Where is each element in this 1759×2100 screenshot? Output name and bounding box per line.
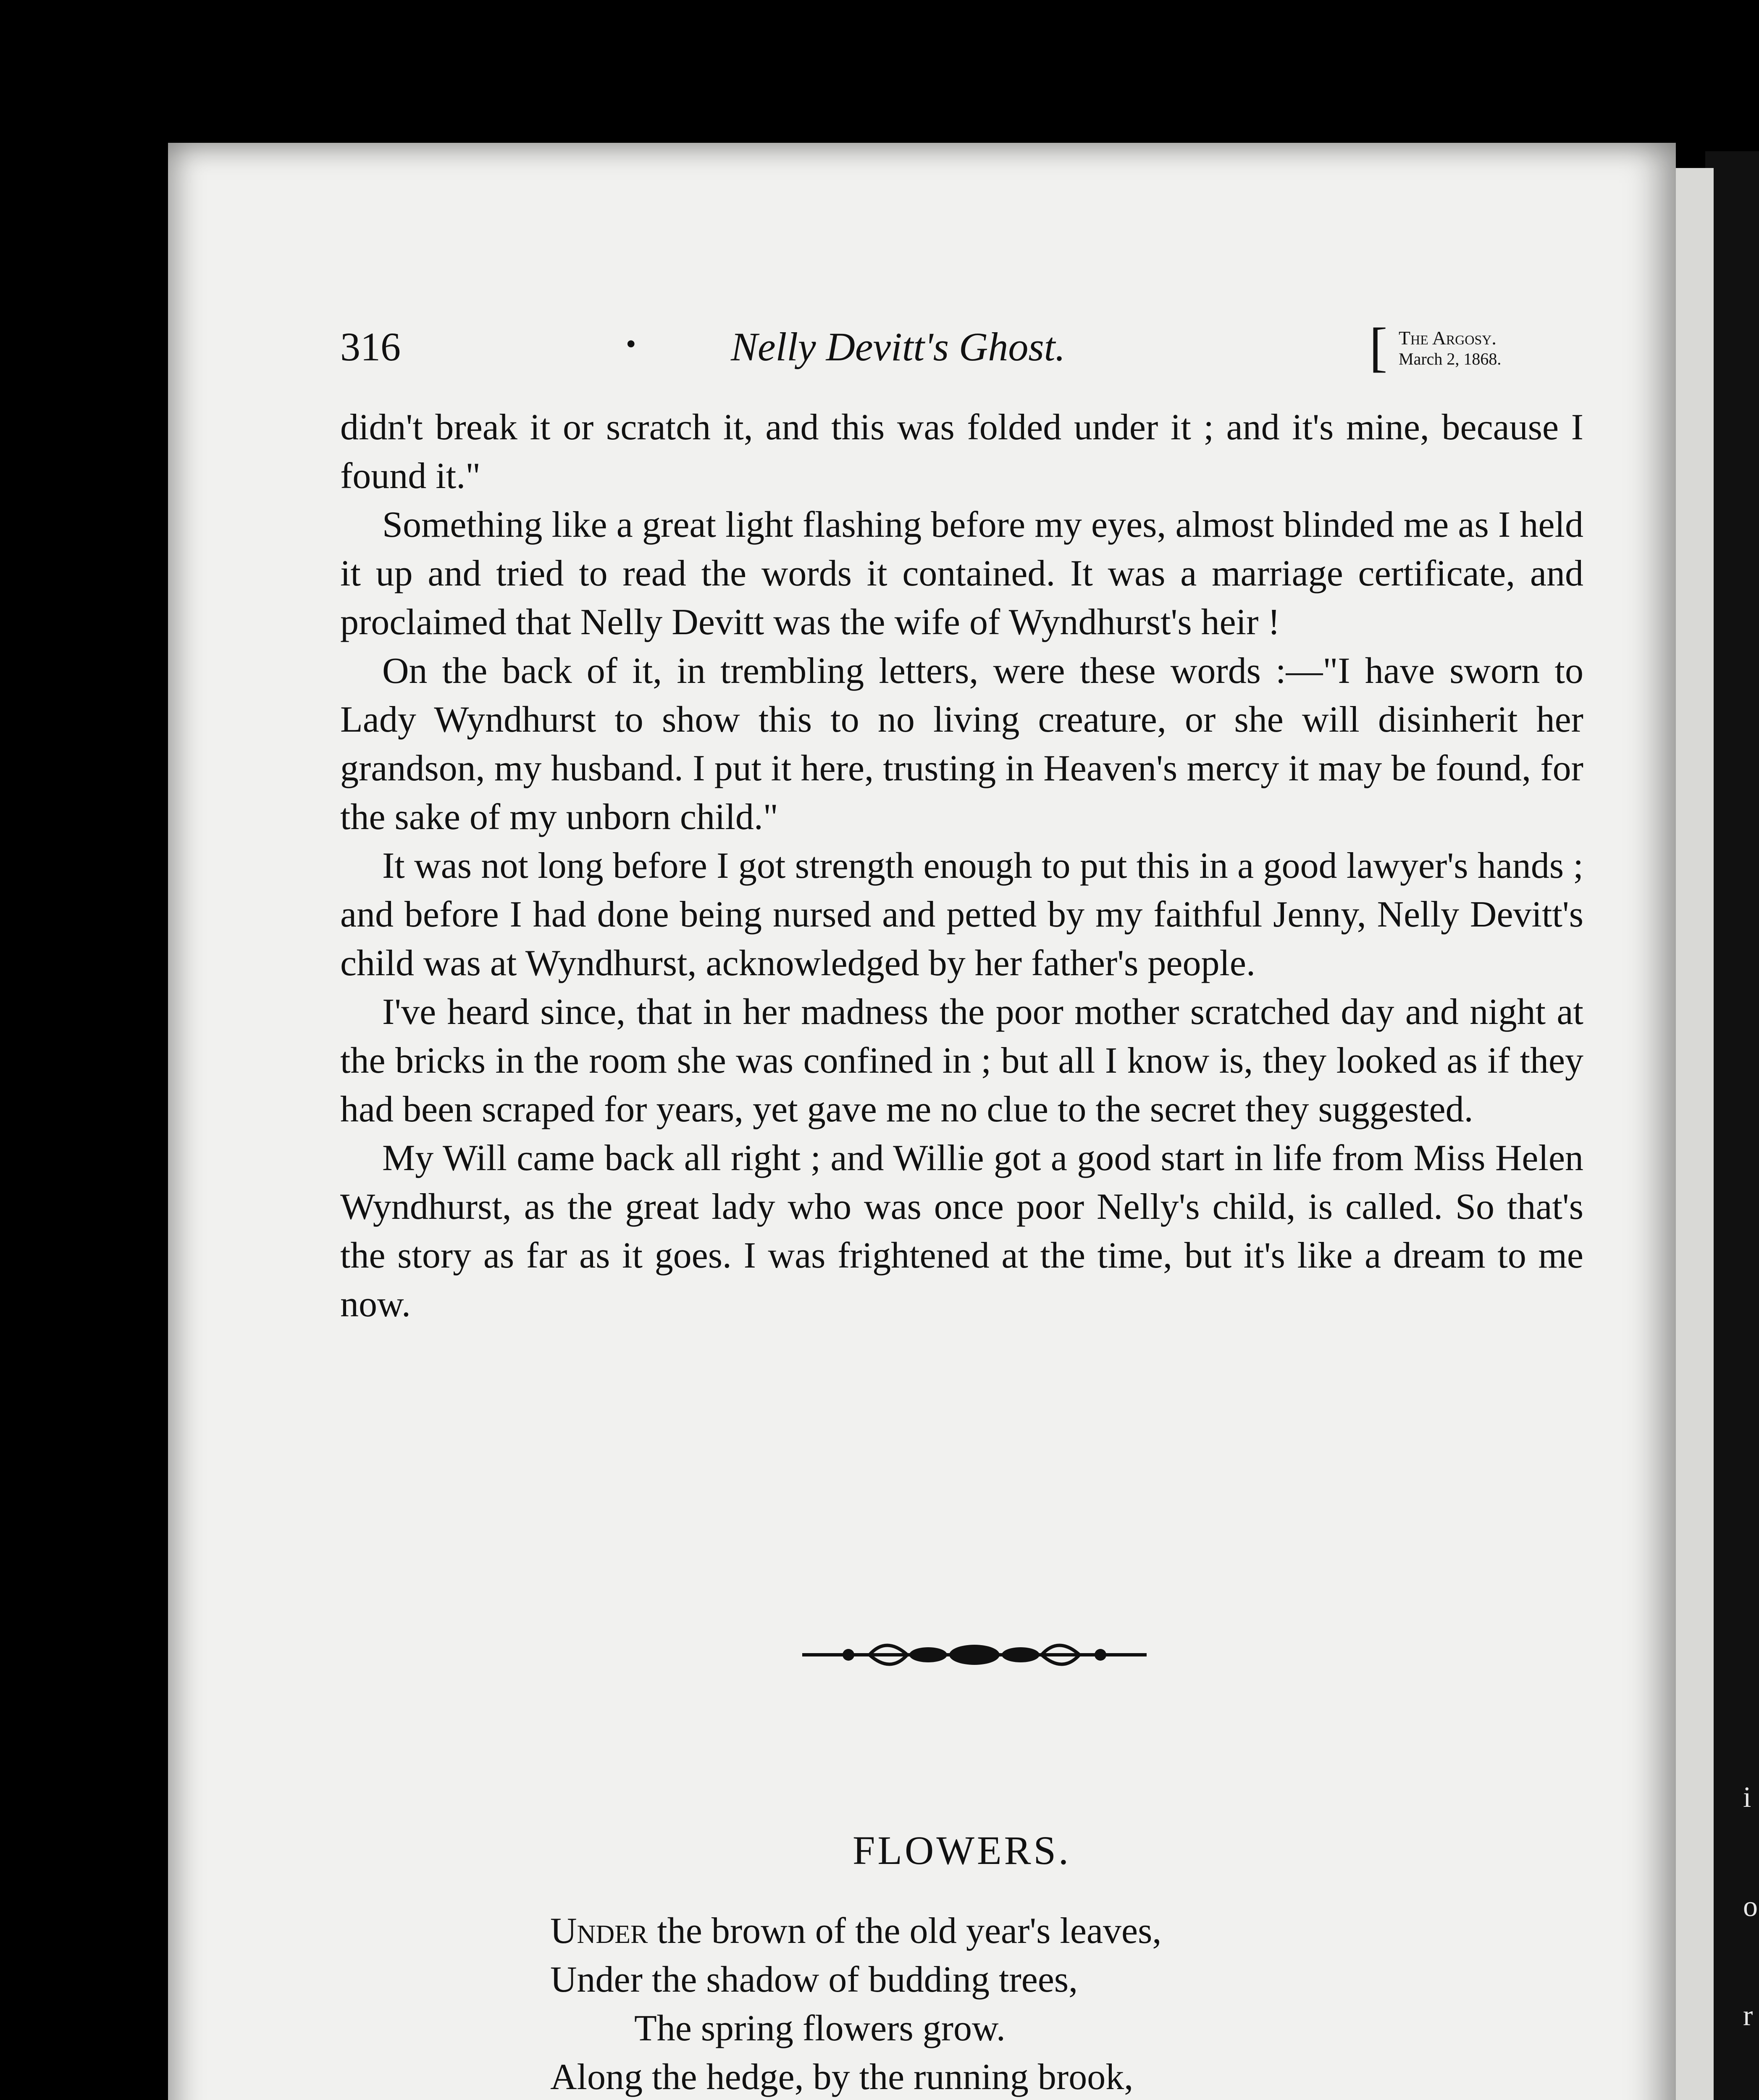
running-header xyxy=(340,317,1583,382)
edge-letter xyxy=(1743,2071,1759,2100)
poem-line-text: the brown of the old year's leaves, xyxy=(648,1911,1162,1951)
paragraph: My Will came back all right ; and Willie got a good start in life from Miss Helen Wyndhurst, as the great lady who was once poor Nelly's child, is called. So that's the story as far as it goes. I was frightened at the time, but it's like a dream to me now. xyxy=(340,1138,1583,1325)
header-bullet: • xyxy=(626,328,636,360)
ornamental-divider xyxy=(798,1630,1151,1680)
adjacent-page-letters xyxy=(1743,1743,1759,2100)
journal-citation xyxy=(1399,328,1501,370)
poem-title: FLOWERS. xyxy=(852,1828,1071,1873)
poem-line: Under the shadow of budding trees, xyxy=(550,1959,1078,2000)
paragraph: didn't break it or scratch it, and this was folded under it ; and it's mine, because I found it." xyxy=(340,407,1583,496)
edge-letter: r xyxy=(1743,2000,1753,2032)
story-text xyxy=(340,403,1583,1329)
poem xyxy=(550,1907,1516,2100)
paragraph: I've heard since, that in her madness the poor mother scratched day and night at the bricks in the room she was confined in ; but all I know is, they looked as if they had been scraped for years, yet gave me no clue to the secret they suggested. xyxy=(340,992,1583,1130)
divider-dot xyxy=(843,1649,854,1661)
poem-line: Along the hedge, by the running brook, xyxy=(550,2057,1134,2097)
poem-line xyxy=(550,1907,1516,1956)
paragraph: On the back of it, in trembling letters, were these words :—"I have sworn to Lady Wyndhurst to show this to no living creature, or she will disinherit her grandson, my husband. I put it here, trusting in Heaven's mercy it may be found, for the sake of my unborn child." xyxy=(340,651,1583,837)
header-bracket: [ xyxy=(1369,317,1388,378)
edge-letter: i xyxy=(1743,1781,1751,1814)
edge-letter: o xyxy=(1743,1890,1758,1923)
poem-first-word: Under xyxy=(550,1911,648,1951)
divider-dot xyxy=(1095,1649,1106,1661)
divider-leaf xyxy=(1002,1647,1040,1662)
divider-leaf xyxy=(909,1647,947,1662)
page-number: 316 xyxy=(340,324,401,369)
divider-center-leaf xyxy=(949,1645,1000,1665)
paragraph: It was not long before I got strength enough to put this in a good lawyer's hands ; and before I had done being nursed and petted by my faithful Jenny, Nelly Devitt's child was at Wyndhurst, acknowledged by her father's people. xyxy=(340,845,1583,984)
journal-name: The Argosy. xyxy=(1399,327,1496,349)
journal-date: March 2, 1868. xyxy=(1399,349,1502,368)
running-title: Nelly Devitt's Ghost. xyxy=(731,324,1066,369)
adjacent-page-edge xyxy=(1676,168,1714,2100)
paragraph: Something like a great light flashing before my eyes, almost blinded me as I held it up and tried to read the words it contained. It was a marriage certificate, and proclaimed that Nelly Devitt was the wife of Wyndhurst's heir ! xyxy=(340,504,1583,643)
poem-line: The spring flowers grow. xyxy=(634,2008,1006,2049)
